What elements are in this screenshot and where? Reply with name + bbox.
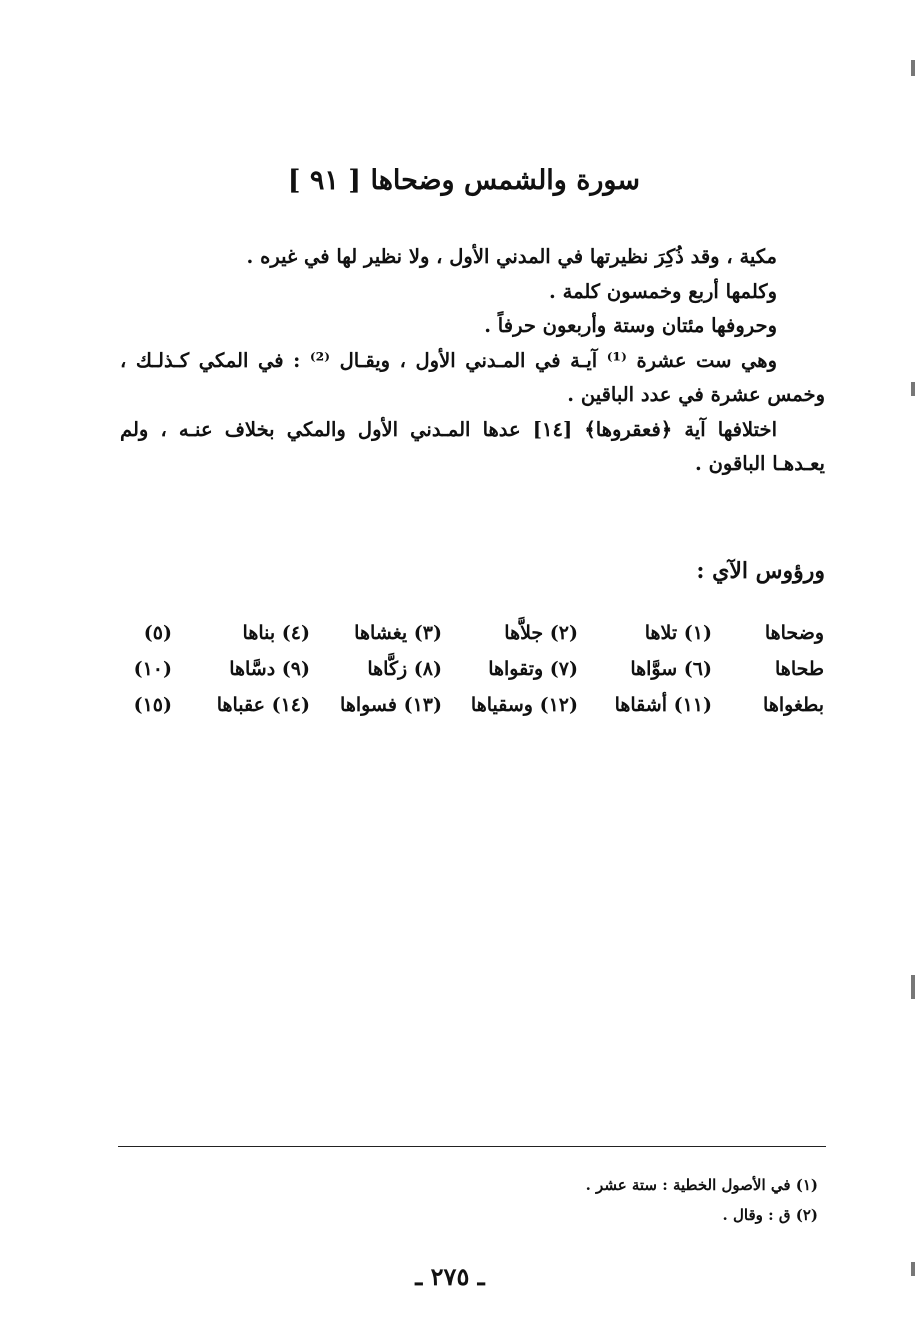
surah-description (120, 240, 825, 482)
verse-ending: طحاها (775, 658, 824, 680)
verse-ending: بطغواها (763, 694, 824, 716)
verse-ending: (١٤) عقباها (216, 694, 310, 716)
verse-row (110, 694, 828, 730)
verse-endings-heading: ورؤوس الآي : (696, 558, 825, 584)
verse-ending: (٢) جلاَّها (504, 622, 578, 644)
verse-ending: (٦) سوَّاها (630, 658, 712, 680)
footnote-1: (١) في الأصول الخطية : ستة عشر . (585, 1176, 818, 1194)
verse-number: (١٥) (133, 694, 172, 716)
surah-title: سورة والشمس وضحاها [ ٩١ ] (287, 165, 640, 196)
verse-ending: (١٢) وسقياها (470, 694, 578, 716)
footnotes (500, 1170, 818, 1230)
verse-ending: (٧) وتقواها (488, 658, 578, 680)
verse-endings-table (110, 622, 828, 730)
scan-edge-mark (911, 60, 915, 76)
paragraph-differences: اختلافها آية ﴿فعقروها﴾ [١٤] عدها المـدني الأول والمكي بخلاف عنـه ، ولم يعـدهـا الباقون . (120, 417, 825, 475)
verse-number: (٥) (143, 622, 172, 644)
scan-edge-mark (911, 975, 915, 999)
verse-row (110, 658, 828, 694)
scan-edge-mark (911, 382, 915, 396)
verse-ending: وضحاها (764, 622, 824, 644)
paragraph-verse-count: وهي ست عشرة ⁽¹⁾ آيـة في المـدني الأول ، ويقـال ⁽²⁾ : في المكي كـذلـك ، وخمس عشرة في عدد الباقين . (120, 348, 825, 406)
verse-ending: (٩) دسَّاها (229, 658, 310, 680)
verse-ending: (٤) بناها (242, 622, 310, 644)
verse-row (110, 622, 828, 658)
footnote-2: (٢) ق : وقال . (722, 1206, 818, 1224)
paragraph-origin: مكية ، وقد ذُكِرَ نظيرتها في المدني الأول ، ولا نظير لها في غيره . (246, 245, 777, 268)
paragraph-word-count: وكلمها أربع وخمسون كلمة . (549, 279, 777, 303)
page-number: ـ ٢٧٥ ـ (415, 1262, 485, 1291)
paragraph-letter-count: وحروفها مئتان وستة وأربعون حرفاً . (484, 314, 777, 337)
verse-ending: (٣) يغشاها (354, 622, 442, 644)
verse-ending: (١) تلاها (644, 622, 712, 644)
scan-edge-mark (911, 1262, 915, 1276)
verse-ending: (٨) زكَّاها (367, 658, 442, 680)
verse-number: (١٠) (133, 658, 172, 680)
verse-ending: (١١) أشقاها (614, 694, 712, 716)
footnote-divider (118, 1146, 826, 1147)
verse-ending: (١٣) فسواها (340, 694, 442, 716)
